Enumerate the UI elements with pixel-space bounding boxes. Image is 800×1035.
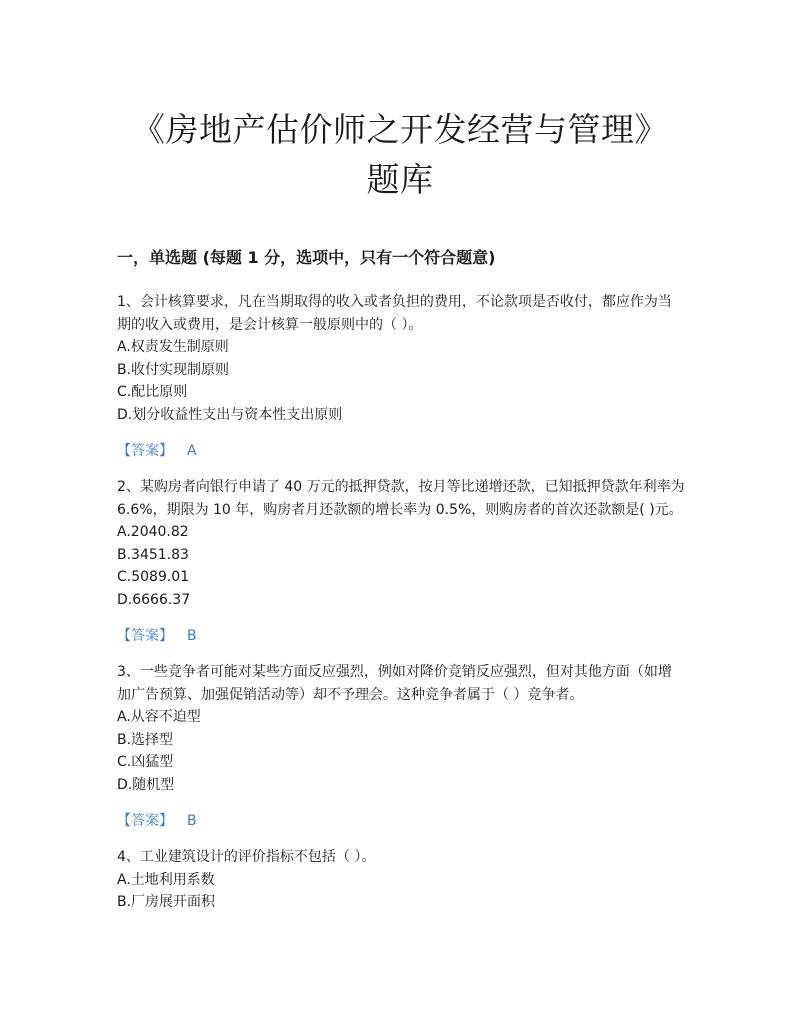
question-stem: 1、会计核算要求，凡在当期取得的收入或者负担的费用，不论款项是否收付，都应作为当期的收入或费用，是会计核算一般原则中的（ ）。 bbox=[117, 294, 672, 333]
section-heading: 一，单选题 (每题 1 分，选项中，只有一个符合题意) bbox=[117, 248, 496, 267]
question-stem: 3、一些竞争者可能对某些方面反应强烈，例如对降价竞销反应强烈，但对其他方面（如增加广告预算、加强促销活动等）却不予理会。这种竞争者属于（ ）竞争者。 bbox=[117, 664, 672, 703]
option-a: A.2040.82 bbox=[117, 524, 189, 540]
answer-label: 【答案】 bbox=[117, 813, 173, 829]
answer-value: B bbox=[187, 813, 197, 829]
option-b: B.选择型 bbox=[117, 731, 174, 748]
question-stem: 4、工业建筑设计的评价指标不包括（ ）。 bbox=[117, 849, 376, 865]
option-a: A.从容不迫型 bbox=[117, 709, 201, 725]
option-b: B.收付实现制原则 bbox=[117, 361, 230, 378]
question-3 bbox=[117, 661, 685, 832]
question-4 bbox=[117, 846, 685, 914]
question-stem: 2、某购房者向银行申请了 40 万元的抵押贷款，按月等比递增还款，已知抵押贷款年利率为 6.6%，期限为 10 年，购房者月还款额的增长率为 0.5%，则购房者的首次还款额是( )元。 bbox=[117, 479, 685, 518]
answer-line bbox=[117, 440, 685, 462]
question-1 bbox=[117, 291, 685, 462]
answer-value: B bbox=[187, 628, 197, 644]
answer-label: 【答案】 bbox=[117, 443, 173, 459]
question-2 bbox=[117, 476, 685, 647]
question-list bbox=[117, 291, 685, 914]
option-b: B.3451.83 bbox=[117, 546, 189, 563]
option-c: C.5089.01 bbox=[117, 569, 190, 585]
option-d: D.6666.37 bbox=[117, 591, 191, 608]
document-title: 《房地产估价师之开发经营与管理》 bbox=[132, 110, 668, 149]
option-d: D.划分收益性支出与资本性支出原则 bbox=[117, 406, 343, 423]
answer-label: 【答案】 bbox=[117, 628, 173, 644]
option-a: A.土地利用系数 bbox=[117, 871, 215, 888]
answer-line bbox=[117, 625, 685, 647]
option-d: D.随机型 bbox=[117, 776, 175, 793]
option-a: A.权责发生制原则 bbox=[117, 339, 229, 355]
option-c: C.凶猛型 bbox=[117, 754, 174, 770]
document-subtitle: 题库 bbox=[366, 160, 434, 199]
answer-line bbox=[117, 810, 685, 832]
option-b: B.厂房展开面积 bbox=[117, 894, 216, 910]
option-c: C.配比原则 bbox=[117, 384, 188, 400]
answer-value: A bbox=[187, 443, 197, 459]
